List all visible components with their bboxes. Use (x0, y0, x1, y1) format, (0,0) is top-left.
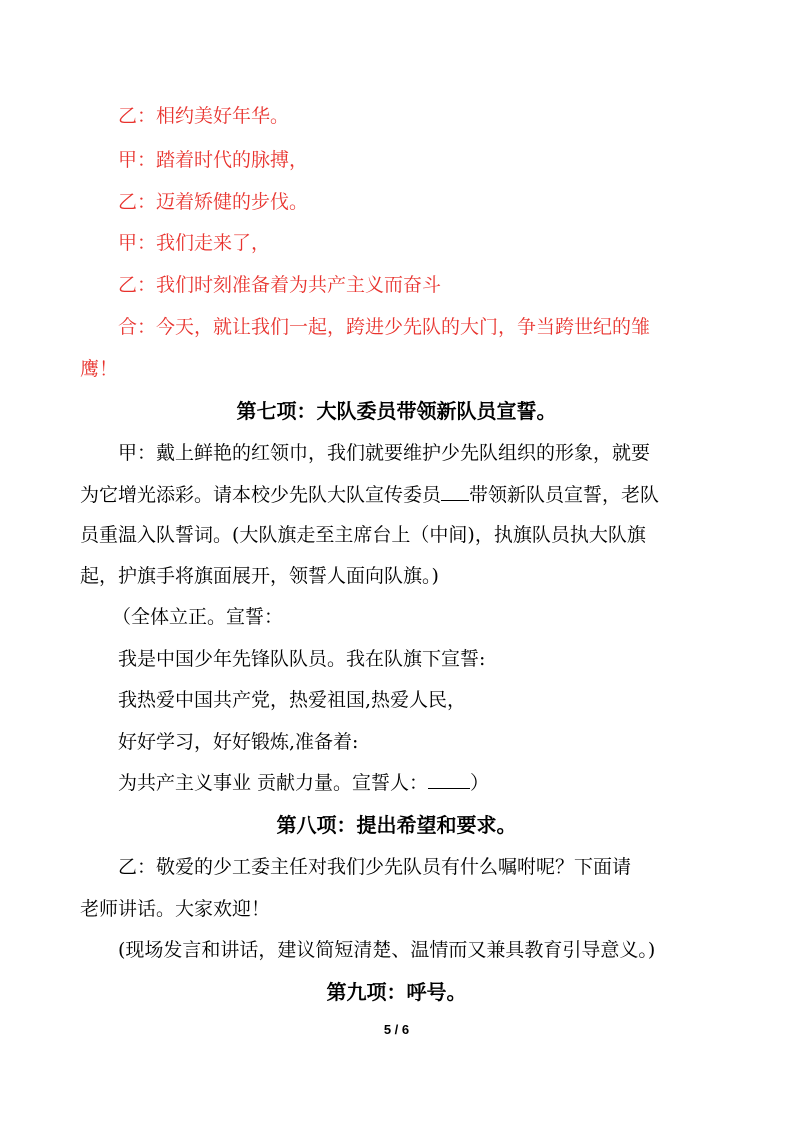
dialogue-line: 乙：我们时刻准备着为共产主义而奋斗 (118, 274, 442, 296)
section-7-paragraph-line: 甲：戴上鲜艳的红领巾，我们就要维护少先队组织的形象，就要 (118, 442, 651, 464)
section-7-paragraph-line: 起，护旗手将旗面展开，领誓人面向队旗。) (80, 565, 439, 587)
page-number: 5 / 6 (383, 1022, 410, 1037)
dialogue-line: 甲：我们走来了， (118, 232, 271, 254)
chorus-line-1: 合：今天，就让我们一起，跨进少先队的大门，争当跨世纪的雏 (118, 316, 651, 338)
dialogue-line: 乙：相约美好年华。 (118, 105, 290, 127)
blank-underline (441, 484, 469, 501)
section-8-paragraph-line: 老师讲话。大家欢迎！ (80, 898, 271, 920)
section-8-paragraph-line: 乙：敬爱的少工委主任对我们少先队员有什么嘱咐呢？下面请 (118, 856, 632, 878)
section-7-paragraph-line (80, 483, 659, 507)
section-8-heading: 第八项：提出希望和要求。 (276, 813, 517, 837)
oath-line: 我热爱中国共产党，热爱祖国,热爱人民， (118, 689, 467, 711)
chorus-line-2: 鹰！ (80, 358, 119, 380)
dialogue-line: 乙：迈着矫健的步伐。 (118, 191, 309, 213)
oath-line (118, 771, 489, 795)
blank-underline (428, 772, 470, 789)
text-fragment: ） (470, 772, 490, 794)
text-fragment: 为它增光添彩。请本校少先队大队宣传委员 (80, 484, 442, 506)
section-8-paragraph-line: (现场发言和讲话，建议简短清楚、温情而又兼具教育引导意义。) (118, 939, 656, 961)
oath-line: （全体立正。宣誓： (112, 606, 284, 628)
section-7-paragraph-line: 员重温入队誓词。(大队旗走至主席台上（中间)，执旗队员执大队旗 (80, 524, 646, 546)
oath-line: 我是中国少年先锋队队员。我在队旗下宣誓: (118, 648, 486, 670)
text-fragment: 带领新队员宣誓，老队 (469, 484, 660, 506)
dialogue-line: 甲：踏着时代的脉搏， (118, 149, 309, 171)
section-9-heading: 第九项：呼号。 (326, 980, 467, 1004)
text-fragment: 为共产主义事业 贡献力量。宣誓人： (118, 772, 429, 794)
section-7-heading: 第七项：大队委员带领新队员宣誓。 (236, 399, 557, 423)
oath-line: 好好学习，好好锻炼,准备着: (118, 731, 359, 753)
